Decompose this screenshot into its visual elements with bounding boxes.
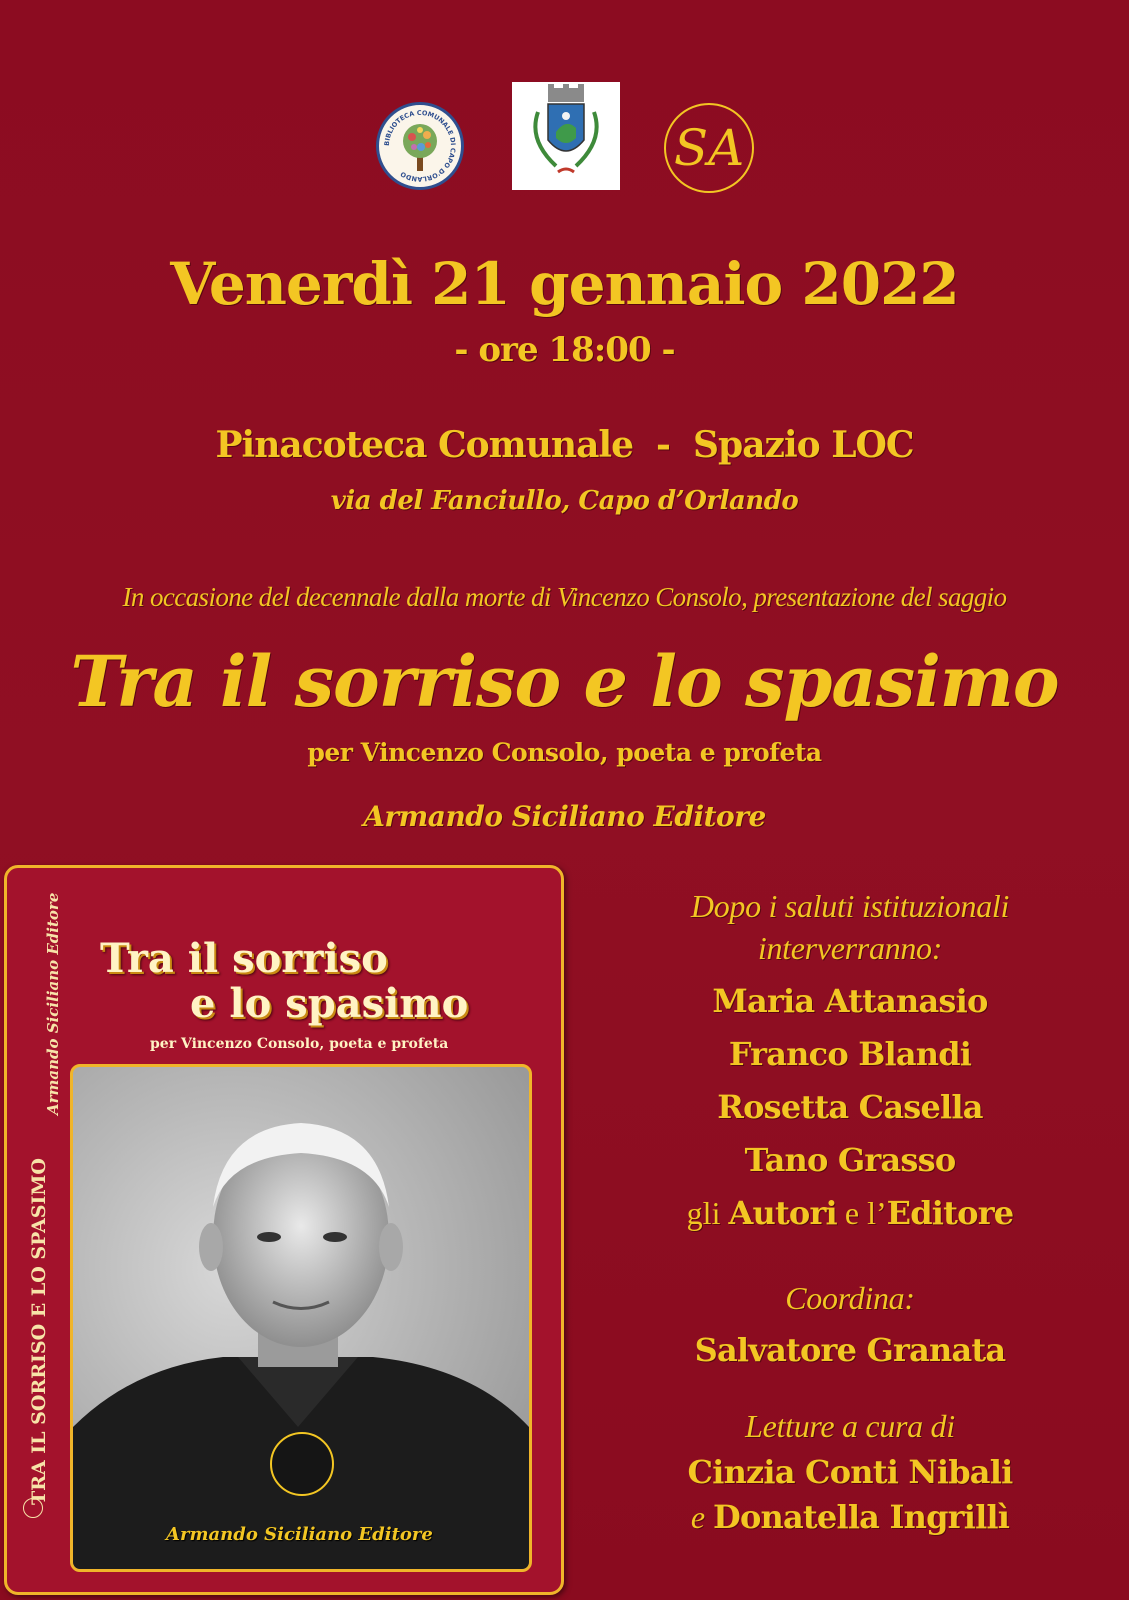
event-address: via del Fanciullo, Capo d’Orlando [330, 486, 799, 516]
program-intro-line2: interverranno: [757, 930, 943, 966]
event-time: - ore 18:00 - [454, 330, 675, 370]
library-logo [376, 102, 464, 190]
book-cover-subtitle: per Vincenzo Consolo, poeta e profeta [150, 1036, 449, 1052]
book-spine-publisher: Armando Siciliano Editore [44, 892, 62, 1115]
publisher-name: Armando Siciliano Editore [363, 800, 766, 833]
tree-icon [379, 105, 461, 187]
city-crest-logo [512, 82, 620, 190]
library-ring-text: BIBLIOTECA COMUNALE DI CAPO D'ORLANDO [382, 108, 458, 184]
speaker-4: Tano Grasso [744, 1141, 956, 1179]
speaker-3: Rosetta Casella [717, 1088, 983, 1126]
authors-word: Autori [728, 1194, 837, 1232]
book-subtitle: per Vincenzo Consolo, poeta e profeta [307, 738, 822, 767]
spine-logo-icon [23, 1498, 43, 1518]
reader-2-prefix: e [690, 1499, 706, 1535]
book-cover-publisher: Armando Siciliano Editore [166, 1524, 433, 1545]
coat-of-arms-icon [512, 82, 620, 190]
book-title-heading: Tra il sorriso e lo spasimo [70, 640, 1059, 723]
readings-label: Letture a cura di [745, 1408, 955, 1444]
authors-editor-line [620, 1194, 1080, 1232]
event-date: Venerdì 21 gennaio 2022 [170, 250, 959, 318]
cover-sa-logo-icon [270, 1432, 334, 1496]
publisher-monogram: SA [673, 119, 745, 177]
reader-2-line [620, 1498, 1080, 1536]
sa-monogram-icon [666, 105, 752, 191]
speaker-1: Maria Attanasio [712, 982, 988, 1020]
event-venue: Pinacoteca Comunale - Spazio LOC [215, 424, 914, 466]
speaker-2: Franco Blandi [728, 1035, 972, 1073]
program-intro-line1: Dopo i saluti istituzionali [690, 888, 1010, 924]
event-intro: In occasione del decennale dalla morte di Vincenzo Consolo, presentazione del saggio [122, 582, 1007, 612]
reader-2: Donatella Ingrillì [713, 1498, 1010, 1536]
editor-word: Editore [886, 1194, 1014, 1232]
publisher-logo [664, 103, 754, 193]
authors-prefix: gli [686, 1195, 721, 1231]
book-spine-title: TRA IL SORRISO E LO SPASIMO [28, 1158, 50, 1505]
logos-row [0, 82, 1129, 192]
reader-1: Cinzia Conti Nibali [687, 1453, 1013, 1491]
coord-label: Coordina: [785, 1280, 915, 1316]
book-cover-title-line1: Tra il sorriso [100, 935, 388, 982]
coordinator-name: Salvatore Granata [694, 1331, 1006, 1369]
book-cover-title-line2: e lo spasimo [190, 980, 469, 1027]
authors-mid: e l’ [844, 1195, 887, 1231]
